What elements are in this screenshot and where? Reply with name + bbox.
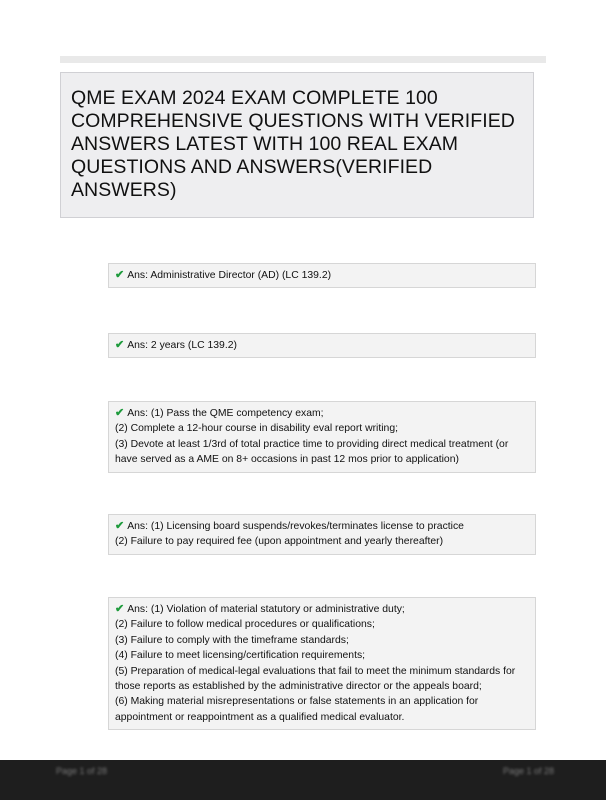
answer-line: have served as a AME on 8+ occasions in past 12 mos prior to application) <box>115 454 459 466</box>
answer-box <box>108 514 536 555</box>
answer-line: ✔ Ans: 2 years (LC 139.2) <box>115 338 529 353</box>
answer-line: ✔ Ans: (1) Pass the QME competency exam; <box>115 406 529 421</box>
answer-box <box>108 597 536 730</box>
top-divider <box>60 56 546 63</box>
answer-line: appointment or reappointment as a qualified medical evaluator. <box>115 711 405 723</box>
answer-line: (6) Making material misrepresentations or false statements in an application for <box>115 696 479 708</box>
answer-line: (5) Preparation of medical-legal evaluations that fail to meet the minimum standards for <box>115 665 516 677</box>
title-box <box>60 72 534 218</box>
answer-box <box>108 333 536 358</box>
checkmark-icon: ✔ <box>115 520 125 532</box>
answer-line: those reports as established by the administrative director or the appeals board; <box>115 681 482 693</box>
answer-line: (2) Failure to follow medical procedures or qualifications; <box>115 619 375 631</box>
document-title: QME EXAM 2024 EXAM COMPLETE 100 COMPREHENSIVE QUESTIONS WITH VERIFIED ANSWERS LATEST WITH 100 REAL EXAM QUESTIONS AND ANSWERS(VERIFIED ANSWERS) <box>71 87 515 201</box>
answer-box <box>108 263 536 288</box>
footer-left: Page 1 of 28 <box>56 766 108 776</box>
checkmark-icon: ✔ <box>115 269 125 281</box>
answer-line: ✔ Ans: (1) Licensing board suspends/revokes/terminates license to practice <box>115 519 529 534</box>
answer-line: (3) Failure to comply with the timeframe standards; <box>115 634 349 646</box>
answer-box <box>108 401 536 473</box>
checkmark-icon: ✔ <box>115 407 125 419</box>
answer-line: (4) Failure to meet licensing/certification requirements; <box>115 650 366 662</box>
footer-right: Page 1 of 28 <box>502 766 554 776</box>
answer-line: (3) Devote at least 1/3rd of total practice time to providing direct medical treatment (or <box>115 438 509 450</box>
answer-line: ✔ Ans: (1) Violation of material statutory or administrative duty; <box>115 602 529 617</box>
checkmark-icon: ✔ <box>115 339 125 351</box>
answer-line: (2) Complete a 12-hour course in disability eval report writing; <box>115 423 398 435</box>
answer-line: ✔ Ans: Administrative Director (AD) (LC 139.2) <box>115 268 529 283</box>
answer-line: (2) Failure to pay required fee (upon appointment and yearly thereafter) <box>115 536 444 548</box>
checkmark-icon: ✔ <box>115 603 125 615</box>
